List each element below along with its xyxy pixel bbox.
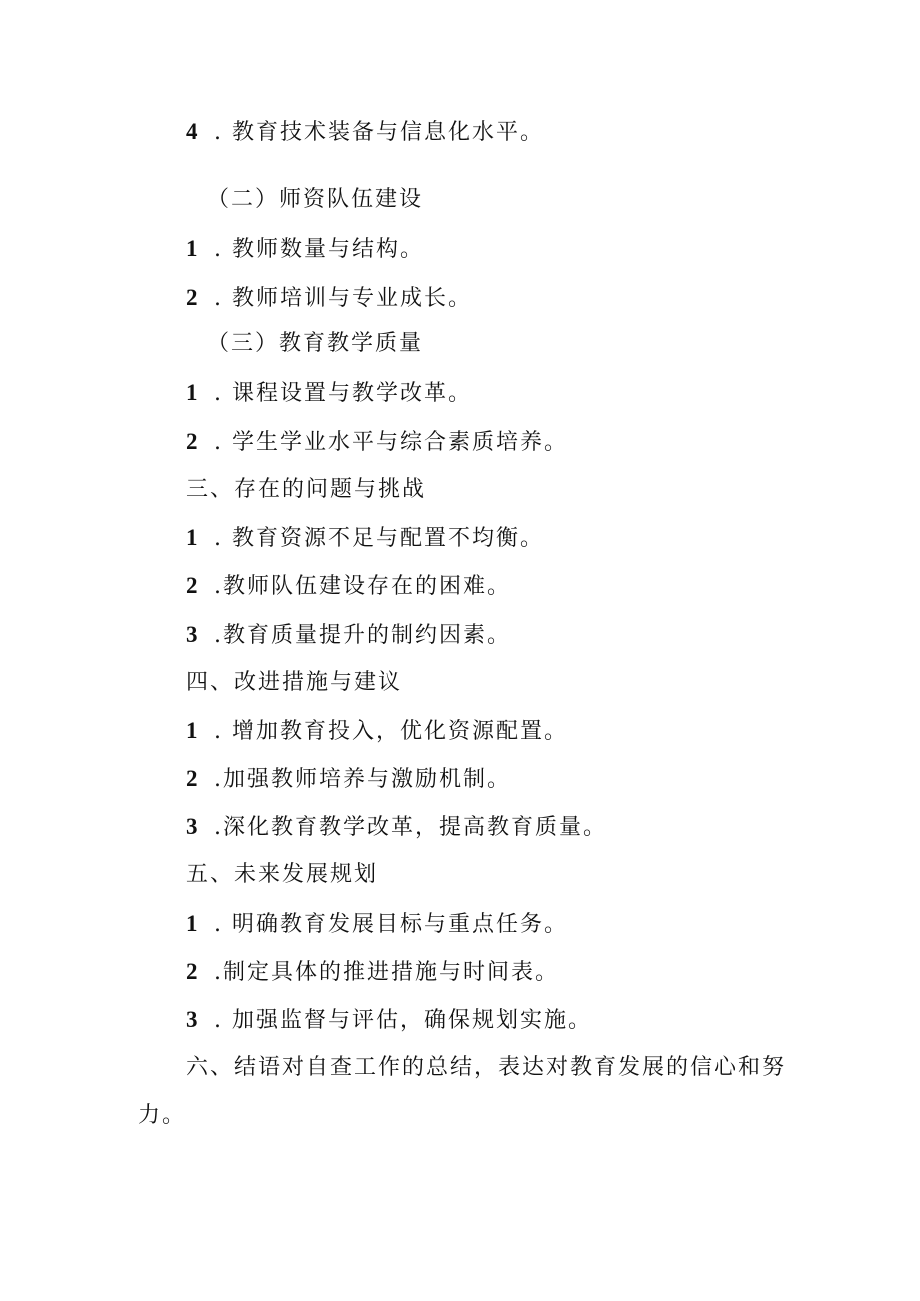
item-text: .教师队伍建设存在的困难。 (214, 574, 511, 599)
item-text: . 教育资源不足与配置不均衡。 (214, 526, 544, 551)
list-item-2-schedule (186, 957, 559, 988)
item-text: . 课程设置与教学改革。 (214, 381, 472, 406)
item-number: 2 (186, 285, 200, 310)
list-item-2-teacher-difficulty (186, 571, 511, 602)
item-number: 1 (186, 911, 200, 936)
item-text: .深化教育教学改革，提高教育质量。 (214, 815, 607, 840)
list-item-1-goals (186, 909, 568, 940)
item-text: . 加强监督与评估，确保规划实施。 (214, 1008, 592, 1033)
item-number: 1 (186, 718, 200, 743)
section-heading-improvements (186, 668, 402, 698)
heading-text: （三）教育教学质量 (207, 331, 424, 356)
subsection-heading-quality (207, 329, 423, 359)
conclusion-continuation (138, 1101, 186, 1131)
item-text: .制定具体的推进措施与时间表。 (214, 960, 559, 985)
paragraph-text: 六、结语对自查工作的总结，表达对教育发展的信心和努 (186, 1055, 787, 1080)
list-item-3-reform (186, 812, 607, 843)
item-number: 3 (186, 814, 200, 839)
item-text: .加强教师培养与激励机制。 (214, 767, 511, 792)
item-text: . 学生学业水平与综合素质培养。 (214, 430, 568, 455)
list-item-4-tech-equipment (186, 117, 544, 148)
list-item-3-supervision (186, 1005, 592, 1036)
item-number: 1 (186, 380, 200, 405)
section-heading-problems (186, 475, 426, 505)
item-number: 3 (186, 622, 200, 647)
item-text: .教育质量提升的制约因素。 (214, 623, 511, 648)
list-item-1-teacher-count (186, 234, 424, 265)
item-number: 1 (186, 236, 200, 261)
list-item-3-quality-constraints (186, 620, 511, 651)
section-heading-conclusion (186, 1053, 786, 1083)
item-number: 2 (186, 429, 200, 454)
item-text: . 教师培训与专业成长。 (214, 286, 472, 311)
section-heading-planning (186, 860, 378, 890)
list-item-1-resources (186, 523, 544, 554)
item-number: 1 (186, 525, 200, 550)
item-text: . 教育技术装备与信息化水平。 (214, 120, 544, 145)
subsection-heading-teachers (207, 185, 423, 215)
item-number: 4 (186, 119, 200, 144)
item-text: . 明确教育发展目标与重点任务。 (214, 912, 568, 937)
list-item-2-teacher-training (186, 283, 472, 314)
heading-text: 五、未来发展规划 (186, 862, 379, 887)
list-item-1-curriculum (186, 378, 472, 409)
list-item-1-investment (186, 716, 568, 747)
heading-text: 三、存在的问题与挑战 (186, 477, 427, 502)
item-number: 2 (186, 766, 200, 791)
item-text: . 增加教育投入，优化资源配置。 (214, 719, 568, 744)
item-number: 2 (186, 573, 200, 598)
list-item-2-teacher-incentive (186, 764, 511, 795)
item-number: 2 (186, 959, 200, 984)
heading-text: （二）师资队伍建设 (207, 187, 424, 212)
paragraph-text: 力。 (138, 1103, 187, 1128)
list-item-2-student-level (186, 427, 568, 458)
heading-text: 四、改进措施与建议 (186, 670, 403, 695)
item-text: . 教师数量与结构。 (214, 237, 424, 262)
item-number: 3 (186, 1007, 200, 1032)
